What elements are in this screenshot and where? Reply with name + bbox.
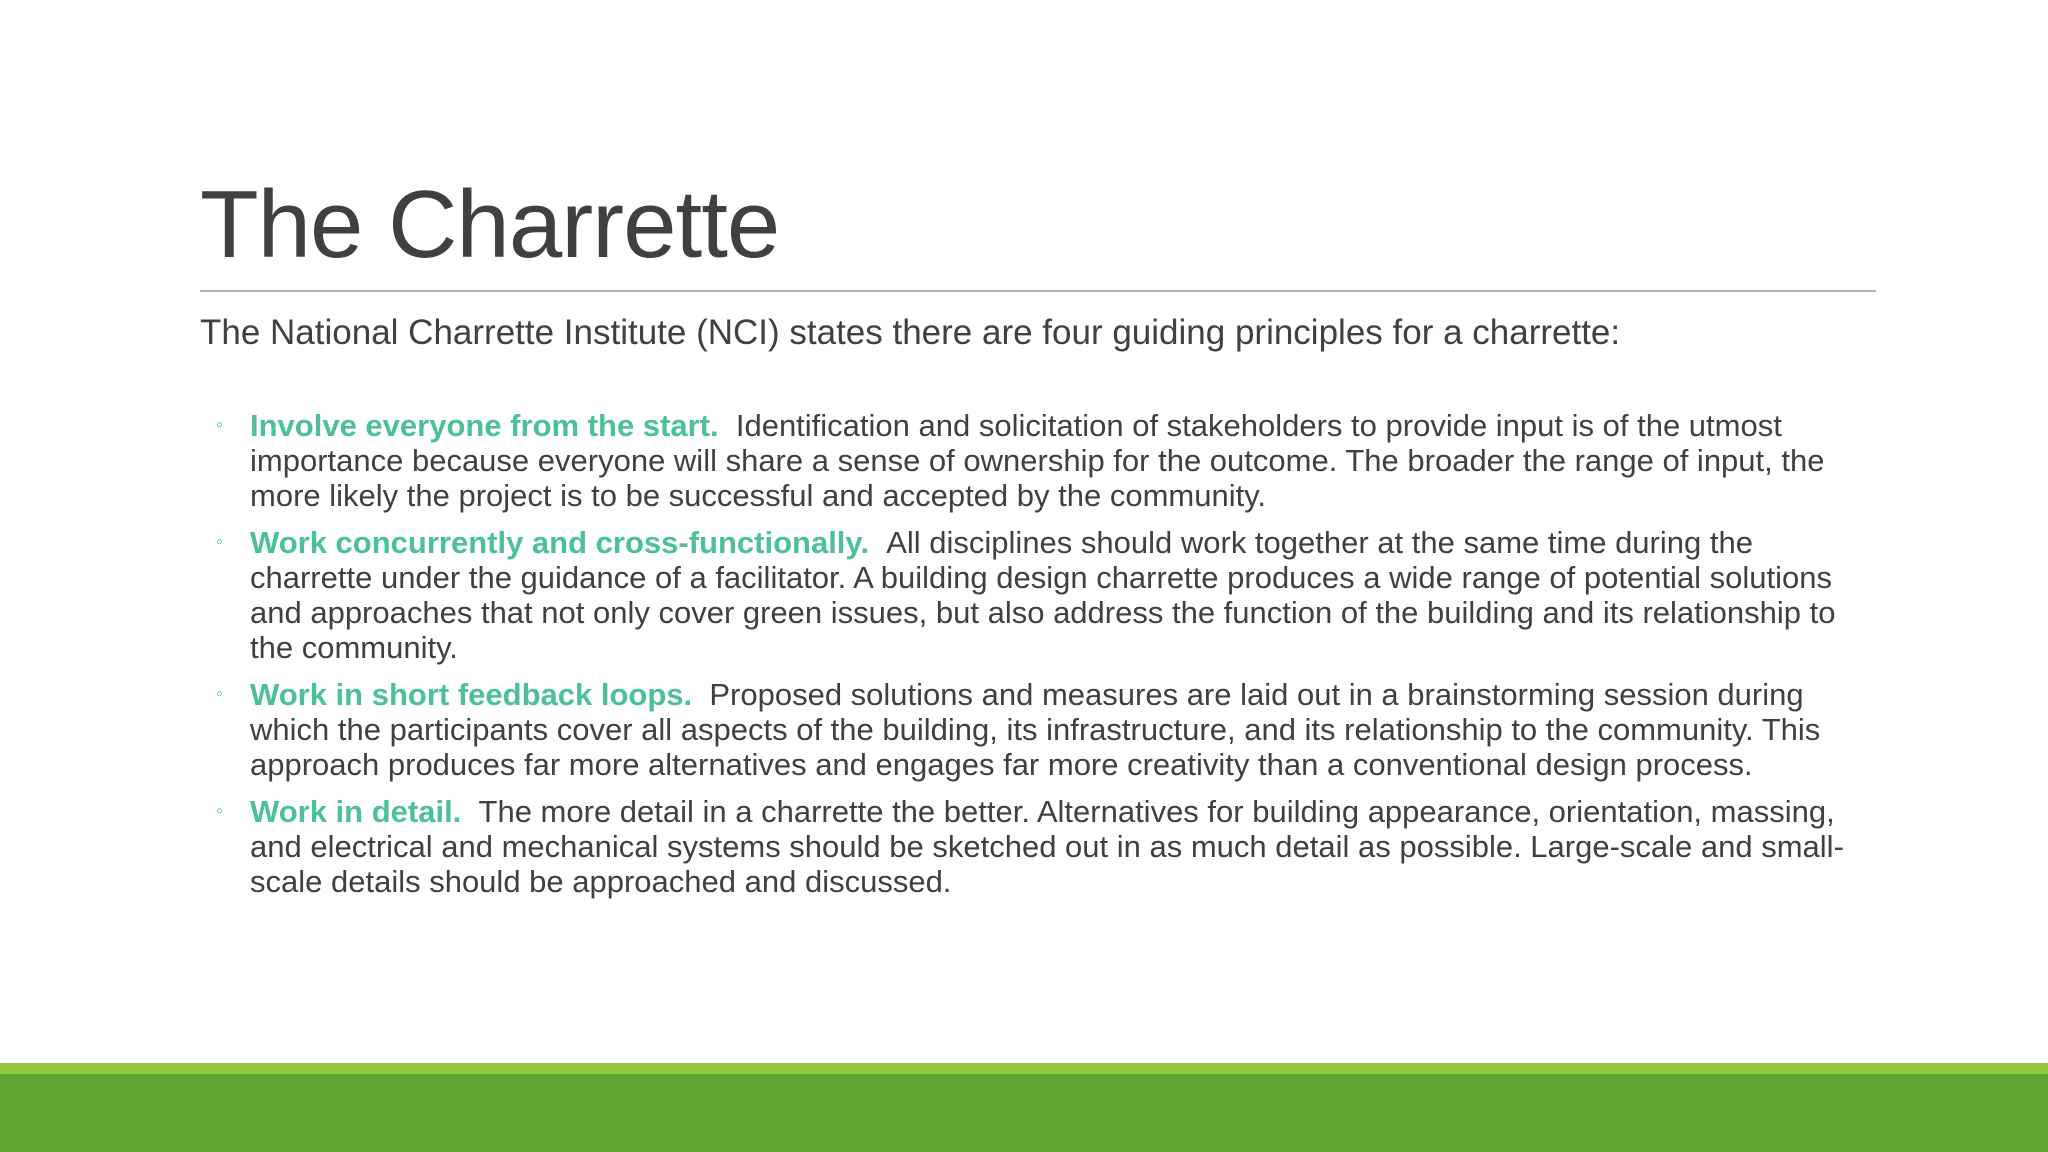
- bullet-circle-icon: ◦: [216, 531, 224, 553]
- list-item: [200, 677, 1860, 782]
- bullet-circle-icon: ◦: [216, 683, 224, 705]
- title-divider: [200, 290, 1876, 292]
- bullet-heading: Work concurrently and cross-functionally.: [250, 525, 869, 560]
- bullet-text: The more detail in a charrette the better. Alternatives for building appearance, orientation, massing, and electrical and mechanical systems should be sketched out in as much detail as possible. Large-scale and small-scale details should be approached and discussed.: [250, 794, 1844, 899]
- bullet-text: All disciplines should work together at the same time during the charrette under the guidance of a facilitator. A building design charrette produces a wide range of potential solutions and approaches that not only cover green issues, but also address the function of the building and its relationship to the community.: [250, 525, 1836, 665]
- bullet-circle-icon: ◦: [216, 414, 224, 436]
- list-item: [200, 794, 1860, 899]
- footer-band: [0, 1063, 2048, 1152]
- list-item: [200, 525, 1860, 665]
- slide-title: The Charrette: [200, 171, 780, 278]
- principles-list: [200, 408, 1860, 911]
- bullet-text: Proposed solutions and measures are laid out in a brainstorming session during which the participants cover all aspects of the building, its infrastructure, and its relationship to the community. This approach produces far more alternatives and engages far more creativity than a conventional design process.: [250, 677, 1821, 782]
- bullet-heading: Work in detail.: [250, 794, 462, 829]
- bullet-text: Identification and solicitation of stakeholders to provide input is of the utmost importance because everyone will share a sense of ownership for the outcome. The broader the range of input, the more likely the project is to be successful and accepted by the community.: [250, 408, 1825, 513]
- intro-text: The National Charrette Institute (NCI) states there are four guiding principles for a charrette:: [200, 313, 1621, 352]
- bullet-heading: Involve everyone from the start.: [250, 408, 719, 443]
- bullet-circle-icon: ◦: [216, 800, 224, 822]
- bullet-heading: Work in short feedback loops.: [250, 677, 693, 712]
- list-item: [200, 408, 1860, 513]
- footer-accent-stripe: [0, 1063, 2048, 1074]
